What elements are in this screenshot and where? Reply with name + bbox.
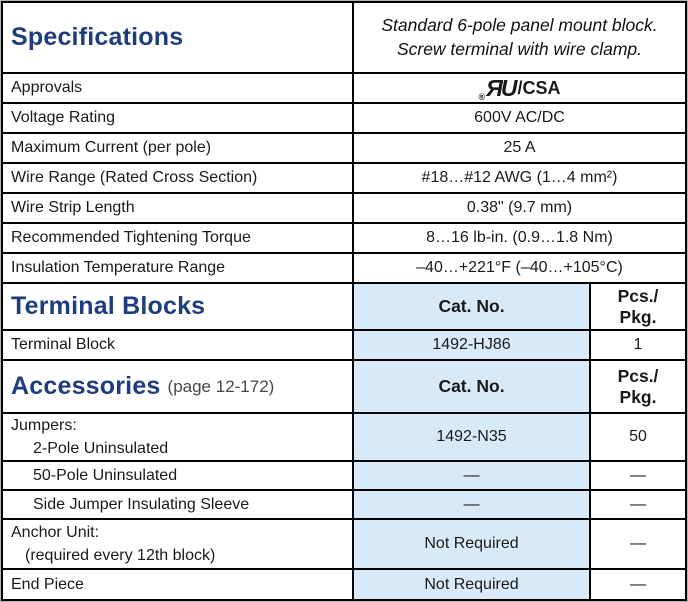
spec-label: Approvals <box>11 79 83 96</box>
cat-no-value: Not Required <box>424 535 519 552</box>
spec-value-cell <box>352 74 685 102</box>
cat-no-value: — <box>463 466 480 484</box>
table-header-row <box>3 3 685 74</box>
spec-value: 25 A <box>503 139 536 156</box>
cat-no-value: Not Required <box>424 575 519 593</box>
spec-row-approvals <box>3 74 685 104</box>
table-row-jumpers-2pole <box>3 414 685 462</box>
row-label: Terminal Block <box>11 336 116 353</box>
cat-no-value: 1492-N35 <box>436 428 507 445</box>
cat-no-column-header: Cat. No. <box>352 284 589 329</box>
specification-table <box>1 1 687 601</box>
section-title-accessories: Accessories <box>11 372 161 400</box>
pcs-value: — <box>630 535 646 552</box>
page-title: Specifications <box>11 23 184 51</box>
pcs-value: 50 <box>629 428 647 445</box>
ul-recognized-mark-icon: ®ЯU <box>478 74 516 102</box>
table-row-side-jumper-sleeve <box>3 491 685 520</box>
product-description-cell <box>352 3 685 72</box>
table-row-50pole-uninsulated <box>3 462 685 491</box>
spec-label: Wire Strip Length <box>11 199 135 216</box>
pcs-pkg-column-header: Pcs./ Pkg. <box>589 361 685 412</box>
spec-label: Recommended Tightening Torque <box>11 229 251 246</box>
spec-label: Maximum Current (per pole) <box>11 139 212 156</box>
pcs-value: 1 <box>633 336 643 353</box>
row-label: Jumpers: 2-Pole Uninsulated <box>11 416 169 457</box>
row-label: Side Jumper Insulating Sleeve <box>33 495 250 513</box>
cat-no-column-header: Cat. No. <box>352 361 589 412</box>
spec-label: Wire Range (Rated Cross Section) <box>11 169 258 186</box>
row-label: 50-Pole Uninsulated <box>33 466 178 484</box>
csa-approval-text: /CSA <box>517 77 561 98</box>
spec-value: 600V AC/DC <box>474 109 565 126</box>
spec-row-wire-range <box>3 164 685 194</box>
pcs-pkg-column-header: Pcs./ Pkg. <box>589 284 685 329</box>
product-description-line2: Screw terminal with wire clamp. <box>396 38 643 59</box>
registered-symbol: ® <box>478 91 486 102</box>
product-description <box>381 14 657 61</box>
spec-row-tightening-torque <box>3 224 685 254</box>
spec-value: 8…16 lb-in. (0.9…1.8 Nm) <box>426 229 613 246</box>
accessories-section-header <box>3 361 685 414</box>
spec-label: Insulation Temperature Range <box>11 259 226 276</box>
pcs-value: — <box>630 575 646 593</box>
specifications-title-cell <box>3 3 352 72</box>
row-label: Anchor Unit: (required every 12th block) <box>11 523 216 564</box>
spec-row-maximum-current <box>3 134 685 164</box>
table-row-end-piece <box>3 570 685 599</box>
product-description-line1: Standard 6-pole panel mount block. <box>381 14 658 35</box>
cat-no-value: — <box>463 495 480 513</box>
spec-row-voltage-rating <box>3 104 685 134</box>
spec-row-insulation-temperature <box>3 254 685 284</box>
spec-row-wire-strip-length <box>3 194 685 224</box>
section-title-terminal-blocks: Terminal Blocks <box>11 292 206 320</box>
spec-label: Voltage Rating <box>11 109 116 126</box>
pcs-value: — <box>630 495 646 513</box>
spec-value: 0.38" (9.7 mm) <box>466 199 573 216</box>
table-row-anchor-unit <box>3 520 685 570</box>
page-reference: (page 12-172) <box>167 376 275 396</box>
table-row-terminal-block <box>3 331 685 361</box>
pcs-value: — <box>630 466 646 484</box>
terminal-blocks-section-header <box>3 284 685 331</box>
spec-value: #18…#12 AWG (1…4 mm²) <box>421 169 618 186</box>
cat-no-value: 1492-HJ86 <box>432 336 511 353</box>
row-label: End Piece <box>11 575 84 593</box>
spec-value: –40…+221°F (–40…+105°C) <box>416 259 623 276</box>
